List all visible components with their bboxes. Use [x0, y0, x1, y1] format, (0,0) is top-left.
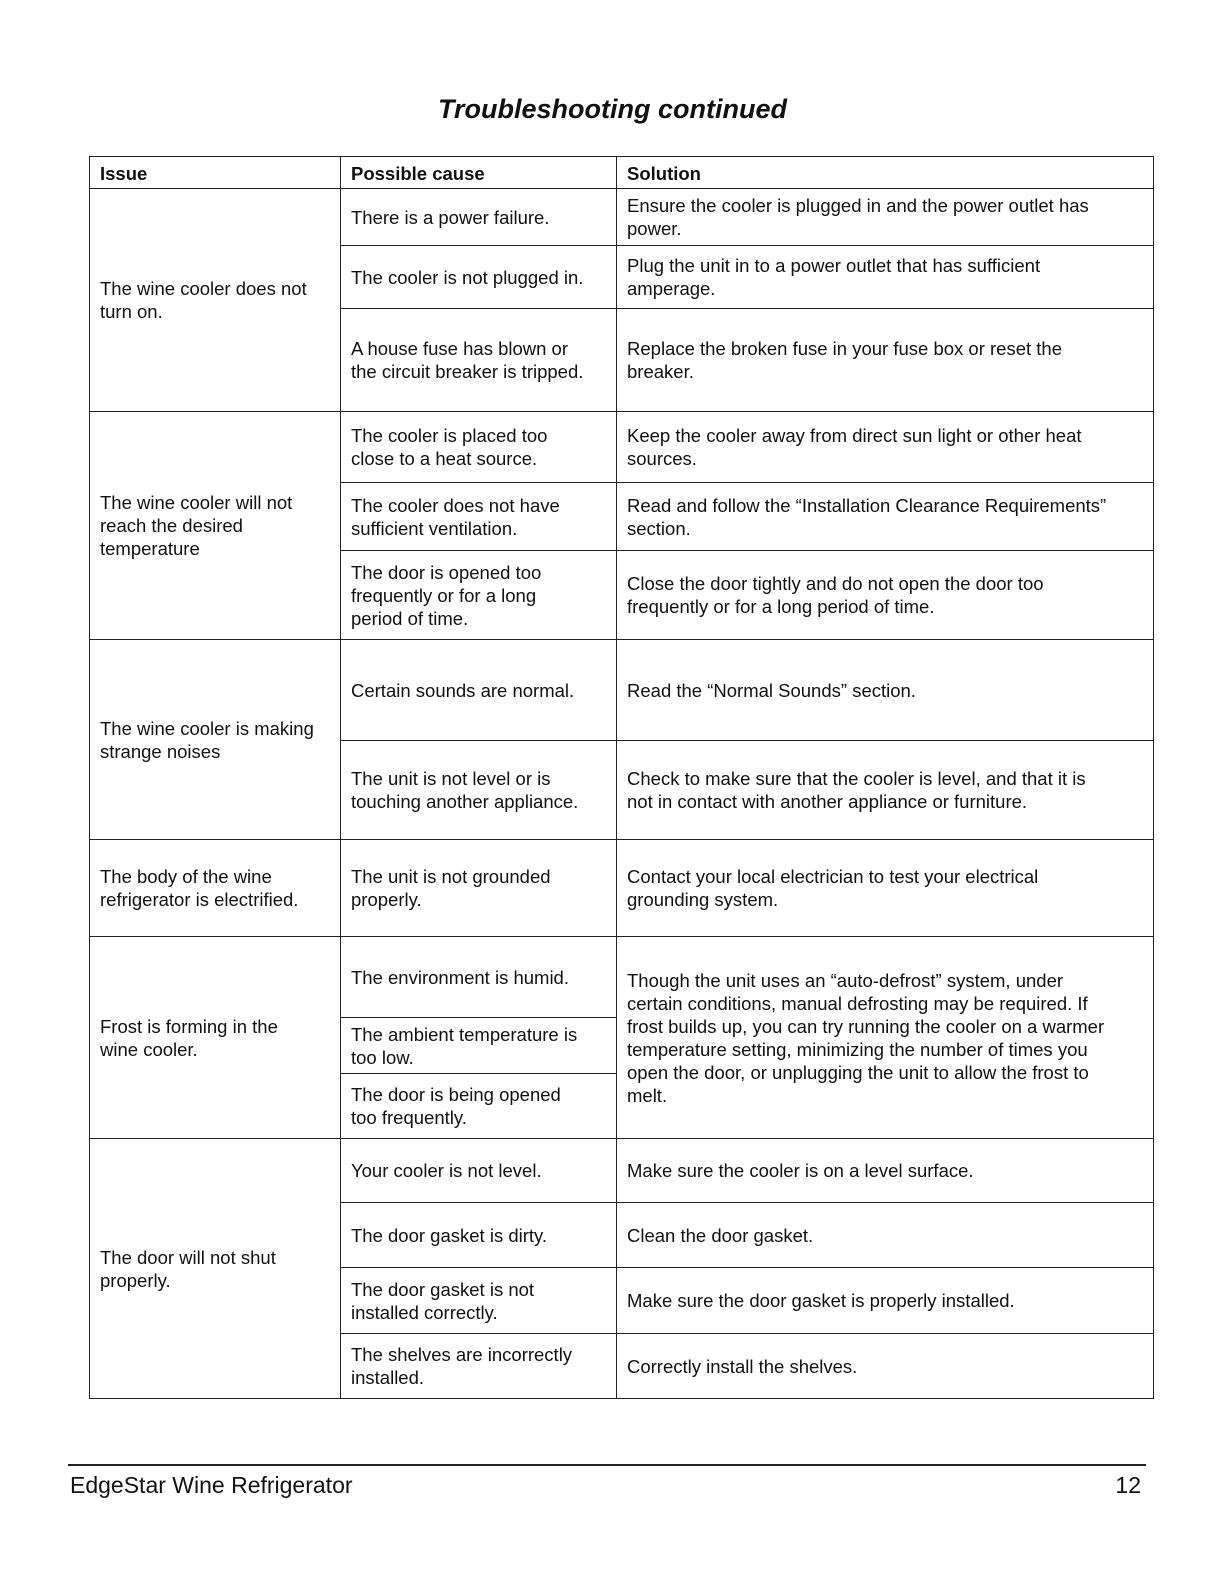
solution-cell: Make sure the door gasket is properly installed.: [617, 1268, 1154, 1334]
cause-cell: A house fuse has blown or the circuit breaker is tripped.: [341, 309, 617, 412]
cause-cell: The door gasket is not installed correctly.: [341, 1268, 617, 1334]
solution-cell: Ensure the cooler is plugged in and the power outlet has power.: [617, 189, 1154, 246]
cause-cell: The ambient temperature is too low.: [341, 1018, 617, 1074]
cause-cell: The unit is not grounded properly.: [341, 840, 617, 937]
troubleshooting-table: [89, 156, 1154, 1399]
issue-cell: The wine cooler does not turn on.: [90, 189, 341, 412]
solution-cell: Close the door tightly and do not open the door too frequently or for a long period of time.: [617, 551, 1154, 640]
cause-cell: The shelves are incorrectly installed.: [341, 1334, 617, 1399]
issue-cell: The body of the wine refrigerator is electrified.: [90, 840, 341, 937]
solution-cell: Read the “Normal Sounds” section.: [617, 640, 1154, 741]
cause-cell: There is a power failure.: [341, 189, 617, 246]
cause-cell: The environment is humid.: [341, 937, 617, 1018]
table-row: [90, 412, 1154, 483]
solution-cell: Make sure the cooler is on a level surface.: [617, 1139, 1154, 1203]
header-issue: Issue: [90, 157, 341, 189]
solution-cell: Replace the broken fuse in your fuse box or reset the breaker.: [617, 309, 1154, 412]
table-row: [90, 1139, 1154, 1203]
solution-cell: Check to make sure that the cooler is level, and that it is not in contact with another appliance or furniture.: [617, 741, 1154, 840]
page-number: 12: [1115, 1472, 1141, 1498]
cause-cell: The cooler is not plugged in.: [341, 246, 617, 309]
header-solution: Solution: [617, 157, 1154, 189]
footer-document-title: EdgeStar Wine Refrigerator: [70, 1472, 353, 1498]
footer-divider: [68, 1464, 1146, 1466]
table-row: [90, 640, 1154, 741]
cause-cell: The door is being opened too frequently.: [341, 1074, 617, 1139]
cause-cell: The cooler is placed too close to a heat source.: [341, 412, 617, 483]
header-possible-cause: Possible cause: [341, 157, 617, 189]
table-header-row: [90, 157, 1154, 189]
table-row: [90, 840, 1154, 937]
solution-cell: Read and follow the “Installation Clearance Requirements” section.: [617, 483, 1154, 551]
solution-cell: Correctly install the shelves.: [617, 1334, 1154, 1399]
cause-cell: The door is opened too frequently or for a long period of time.: [341, 551, 617, 640]
cause-cell: The cooler does not have sufficient ventilation.: [341, 483, 617, 551]
solution-cell: Plug the unit in to a power outlet that has sufficient amperage.: [617, 246, 1154, 309]
solution-cell: Though the unit uses an “auto-defrost” system, under certain conditions, manual defrosting may be required. If frost builds up, you can try running the cooler on a warmer temperature setting, minimizing the number of times you open the door, or unplugging the unit to allow the frost to melt.: [617, 937, 1154, 1139]
solution-cell: Contact your local electrician to test your electrical grounding system.: [617, 840, 1154, 937]
issue-cell: The wine cooler will not reach the desired temperature: [90, 412, 341, 640]
cause-cell: The door gasket is dirty.: [341, 1203, 617, 1268]
table-row: [90, 937, 1154, 1018]
issue-cell: The wine cooler is making strange noises: [90, 640, 341, 840]
issue-cell: The door will not shut properly.: [90, 1139, 341, 1399]
solution-cell: Keep the cooler away from direct sun light or other heat sources.: [617, 412, 1154, 483]
table-row: [90, 189, 1154, 246]
page-title: Troubleshooting continued: [438, 94, 787, 124]
cause-cell: The unit is not level or is touching another appliance.: [341, 741, 617, 840]
cause-cell: Certain sounds are normal.: [341, 640, 617, 741]
solution-cell: Clean the door gasket.: [617, 1203, 1154, 1268]
cause-cell: Your cooler is not level.: [341, 1139, 617, 1203]
issue-cell: Frost is forming in the wine cooler.: [90, 937, 341, 1139]
